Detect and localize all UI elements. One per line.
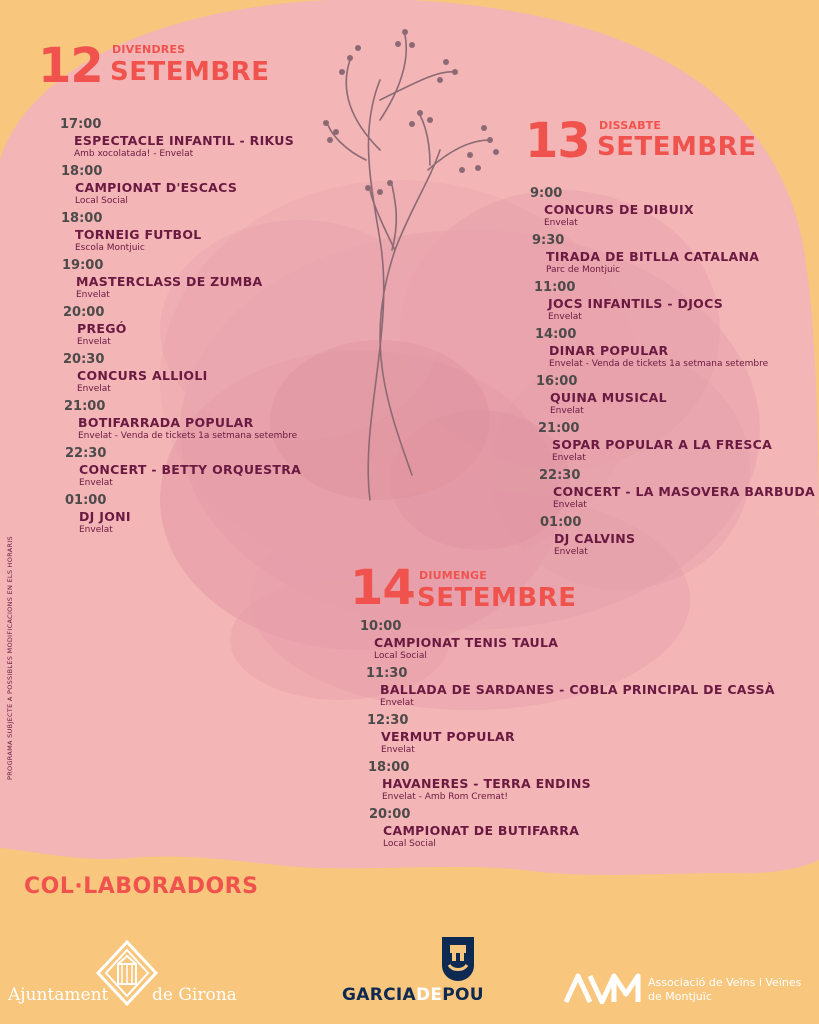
event-item xyxy=(64,399,298,447)
event-title: DJ CALVINS xyxy=(554,531,636,546)
event-title: CONCERT - BETTY ORQUESTRA xyxy=(79,462,302,477)
collaborators-title: COL·LABORADORS xyxy=(24,874,259,899)
avm-logo-icon xyxy=(564,972,642,1004)
avm-name-line2: de Montjuïc xyxy=(648,990,712,1003)
event-location: Envelat xyxy=(552,453,586,463)
event-item xyxy=(535,327,769,375)
event-location: Envelat xyxy=(76,290,110,300)
event-location: Envelat xyxy=(548,312,582,322)
event-title: SOPAR POPULAR A LA FRESCA xyxy=(552,437,773,452)
event-location: Envelat xyxy=(544,218,578,228)
event-title: CONCURS ALLIOLI xyxy=(77,368,208,383)
event-time: 14:00 xyxy=(535,327,577,342)
event-title: MASTERCLASS DE ZUMBA xyxy=(76,274,263,289)
event-title: CAMPIONAT D'ESCACS xyxy=(75,180,238,195)
event-title: DINAR POPULAR xyxy=(549,343,669,358)
schedule-disclaimer: PROGRAMA SUBJECTE A POSSIBLES MODIFICACIONS EN ELS HORARIS xyxy=(6,536,14,780)
event-location: Local Social xyxy=(383,839,436,849)
day-header-14 xyxy=(350,560,610,616)
event-title: HAVANERES - TERRA ENDINS xyxy=(382,776,591,791)
event-item xyxy=(534,280,724,328)
event-item xyxy=(532,233,760,281)
event-item xyxy=(530,186,694,234)
day-month: SETEMBRE xyxy=(417,583,577,613)
event-item xyxy=(539,468,815,516)
event-time: 20:30 xyxy=(63,352,105,367)
event-location: Envelat - Venda de tickets 1a setmana setembre xyxy=(549,359,769,369)
garcia-shield-icon xyxy=(440,935,476,983)
event-time: 18:00 xyxy=(368,760,410,775)
day-name: DIUMENGE xyxy=(419,569,487,582)
event-time: 9:30 xyxy=(532,233,565,248)
schedule-day-14 xyxy=(360,619,775,855)
event-time: 21:00 xyxy=(538,421,580,436)
event-title: CONCURS DE DIBUIX xyxy=(544,202,694,217)
event-location: Envelat xyxy=(79,478,113,488)
event-title: JOCS INFANTILS - DJOCS xyxy=(548,296,724,311)
event-location: Local Social xyxy=(75,196,128,206)
event-time: 11:00 xyxy=(534,280,576,295)
day-number: 12 xyxy=(38,38,103,94)
garcia-part2: DE xyxy=(415,985,443,1005)
event-item xyxy=(368,760,591,808)
event-location: Escola Montjuic xyxy=(75,243,145,253)
event-item xyxy=(366,666,775,714)
event-title: CAMPIONAT DE BUTIFARRA xyxy=(383,823,580,838)
event-title: VERMUT POPULAR xyxy=(381,729,515,744)
event-item xyxy=(360,619,559,667)
event-time: 19:00 xyxy=(62,258,104,273)
girona-emblem-icon xyxy=(96,940,158,1006)
event-location: Envelat - Amb Rom Cremat! xyxy=(382,792,508,802)
event-time: 18:00 xyxy=(61,211,103,226)
day-header-12 xyxy=(38,38,298,94)
day-month: SETEMBRE xyxy=(110,57,270,87)
event-item xyxy=(60,117,295,165)
event-location: Envelat xyxy=(550,406,584,416)
event-location: Local Social xyxy=(374,651,427,661)
event-title: CONCERT - LA MASOVERA BARBUDA xyxy=(553,484,815,499)
event-item xyxy=(367,713,515,761)
event-title: TORNEIG FUTBOL xyxy=(75,227,202,242)
event-time: 9:00 xyxy=(530,186,563,201)
event-time: 18:00 xyxy=(61,164,103,179)
day-number: 14 xyxy=(350,560,415,616)
event-time: 22:30 xyxy=(539,468,581,483)
day-header-13 xyxy=(525,113,785,169)
day-month: SETEMBRE xyxy=(597,132,757,162)
event-item xyxy=(61,211,202,259)
event-time: 20:00 xyxy=(63,305,105,320)
event-location: Envelat xyxy=(79,525,113,535)
event-item xyxy=(63,352,208,400)
event-item xyxy=(63,305,127,353)
event-location: Envelat - Venda de tickets 1a setmana setembre xyxy=(78,431,298,441)
avm-logo xyxy=(564,968,814,1012)
day-number: 13 xyxy=(525,113,590,169)
garcia-de-pou-logo xyxy=(340,935,484,1007)
event-time: 21:00 xyxy=(64,399,106,414)
schedule-day-13 xyxy=(530,186,815,563)
event-title: BALLADA DE SARDANES - COBLA PRINCIPAL DE CASSÀ xyxy=(380,682,775,697)
schedule-day-12 xyxy=(60,117,302,541)
event-location: Amb xocolatada! - Envelat xyxy=(74,149,194,159)
event-item xyxy=(61,164,238,212)
event-location: Envelat xyxy=(380,698,414,708)
event-item xyxy=(536,374,667,422)
garcia-de-pou-wordmark xyxy=(342,985,484,1005)
event-title: TIRADA DE BITLLA CATALANA xyxy=(546,249,760,264)
girona-label: de Girona xyxy=(152,985,237,1005)
ajuntament-label: Ajuntament xyxy=(8,985,109,1005)
event-time: 16:00 xyxy=(536,374,578,389)
event-location: Envelat xyxy=(77,384,111,394)
event-item xyxy=(538,421,773,469)
ajuntament-girona-logo xyxy=(8,938,240,1008)
event-title: DJ JONI xyxy=(79,509,131,524)
event-time: 01:00 xyxy=(65,493,107,508)
event-time: 12:30 xyxy=(367,713,409,728)
event-location: Envelat xyxy=(554,547,588,557)
garcia-part1: GARCIA xyxy=(342,985,416,1005)
day-name: DISSABTE xyxy=(599,119,662,132)
avm-name-line1: Associació de Veïns i Veïnes xyxy=(648,976,802,989)
event-time: 17:00 xyxy=(60,117,102,132)
event-title: CAMPIONAT TENIS TAULA xyxy=(374,635,559,650)
event-time: 22:30 xyxy=(65,446,107,461)
event-title: PREGÓ xyxy=(77,321,127,336)
event-item xyxy=(62,258,263,306)
event-title: QUINA MUSICAL xyxy=(550,390,667,405)
event-time: 01:00 xyxy=(540,515,582,530)
event-title: BOTIFARRADA POPULAR xyxy=(78,415,254,430)
day-name: DIVENDRES xyxy=(112,43,186,56)
event-location: Envelat xyxy=(553,500,587,510)
event-time: 11:30 xyxy=(366,666,408,681)
event-location: Parc de Montjuic xyxy=(546,265,621,275)
event-location: Envelat xyxy=(77,337,111,347)
event-time: 20:00 xyxy=(369,807,411,822)
garcia-part3: POU xyxy=(442,985,484,1005)
event-title: ESPECTACLE INFANTIL - RIKUS xyxy=(74,133,295,148)
event-time: 10:00 xyxy=(360,619,402,634)
event-location: Envelat xyxy=(381,745,415,755)
